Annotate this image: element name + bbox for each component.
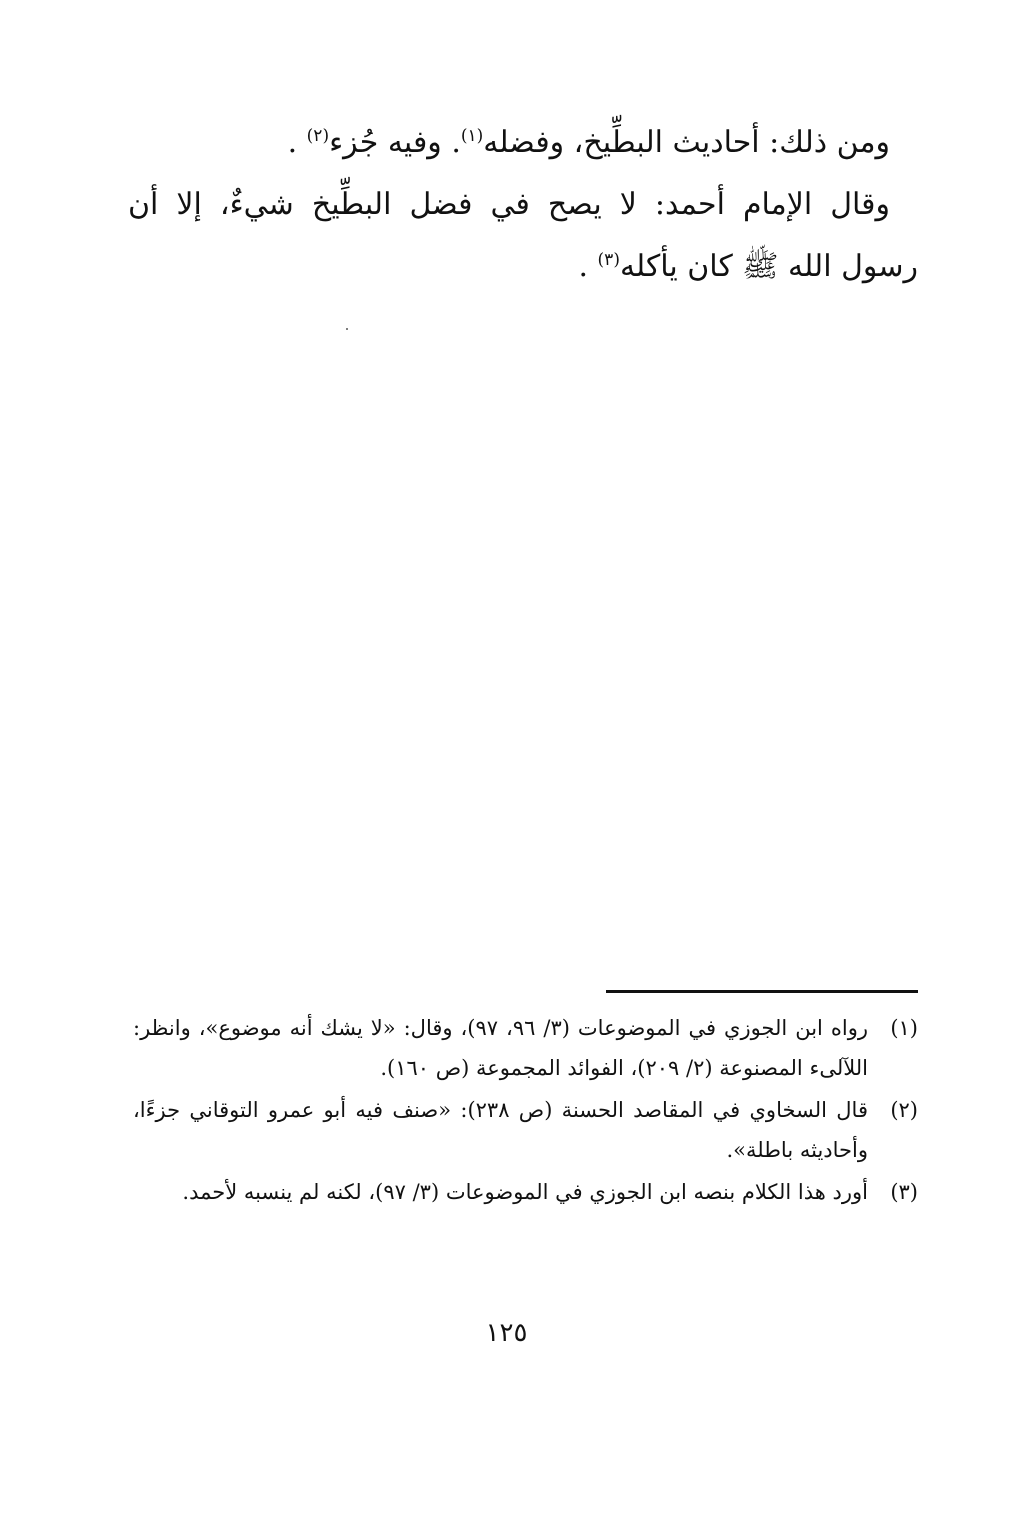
paragraph-1-text-b: . وفيه جُزء: [329, 125, 461, 160]
paragraph-1-text: ومن ذلك: أحاديث البطِّيخ، وفضله: [483, 125, 890, 160]
paragraph-1-end: .: [287, 125, 307, 160]
paragraph-2-end: .: [578, 249, 598, 284]
scan-speck: [346, 328, 348, 330]
footnote-ref-2: (٢): [306, 126, 330, 146]
footnote-number: (١): [890, 1016, 918, 1040]
footnote-number: (٣): [890, 1180, 918, 1204]
footnote-separator: [606, 990, 918, 993]
footnote-ref-1: (١): [460, 126, 484, 146]
main-text: [128, 112, 918, 298]
footnotes: [133, 1008, 918, 1214]
footnote-number: (٢): [890, 1098, 918, 1122]
paragraph-2-text: وقال الإمام أحمد: لا يصح في فضل البطِّيخ شيءٌ، إلا أن رسول الله ﷺ كان يأكله: [128, 187, 918, 284]
footnote-text: قال السخاوي في المقاصد الحسنة (ص ٢٣٨): «صنف فيه أبو عمرو التوقاني جزءًا، وأحاديثه باطلة».: [133, 1098, 868, 1162]
page-number: ١٢٥: [485, 1318, 528, 1348]
paragraph-2: [128, 174, 918, 298]
footnote-2: [133, 1090, 918, 1170]
footnote-3: [133, 1172, 918, 1212]
footnote-text: رواه ابن الجوزي في الموضوعات (٣/ ٩٦، ٩٧)، وقال: «لا يشك أنه موضوع»، وانظر: اللآلىء المصنوعة (٢/ ٢٠٩)، الفوائد المجموعة (ص ١٦٠).: [133, 1016, 868, 1080]
paragraph-1: [128, 112, 918, 174]
footnote-text: أورد هذا الكلام بنصه ابن الجوزي في الموضوعات (٣/ ٩٧)، لكنه لم ينسبه لأحمد.: [182, 1180, 868, 1204]
footnote-1: [133, 1008, 918, 1088]
footnote-ref-3: (٣): [597, 250, 620, 270]
